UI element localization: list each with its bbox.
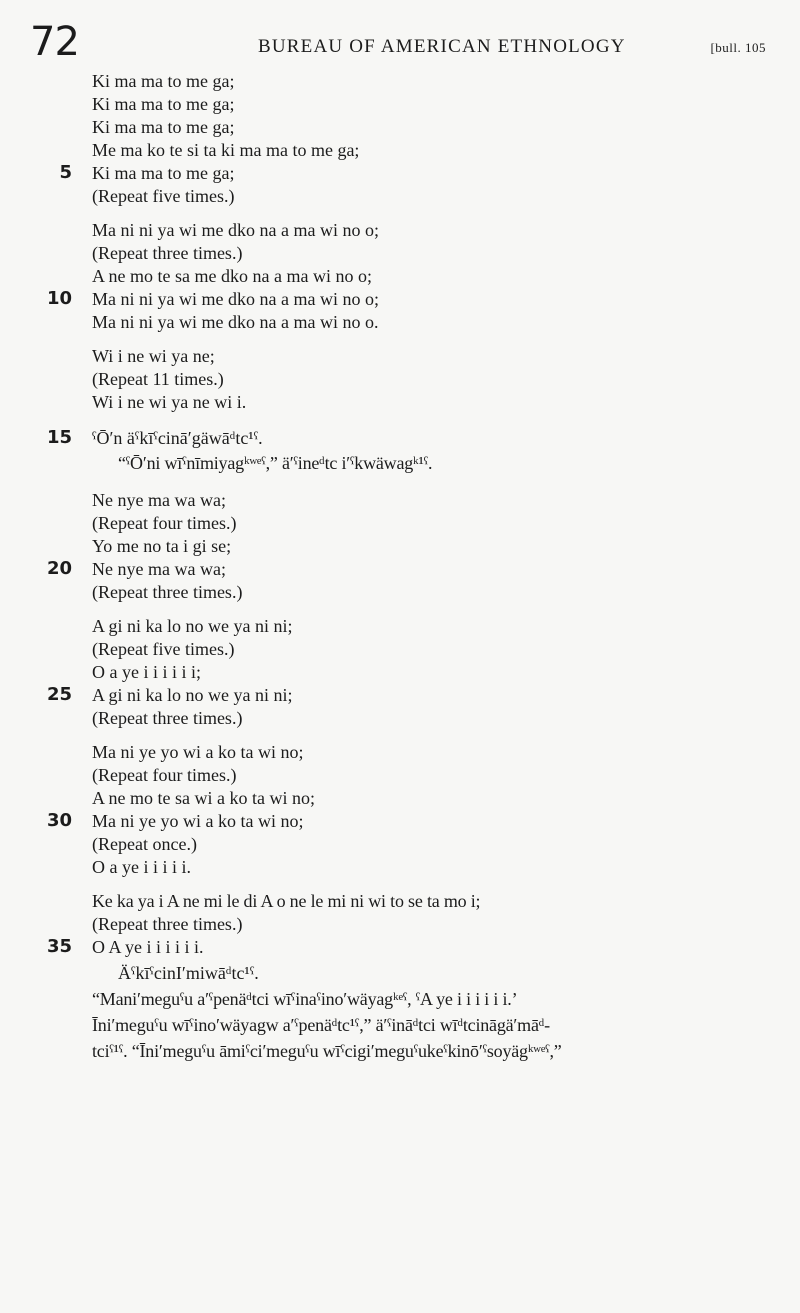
text-line: A ne mo te sa wi a ko ta wi no;: [92, 788, 315, 808]
text-line: “ˁŌ′ni wīˁnīmiyagᵏʷᵉˁ,” ä′ˁineᵈtc i′ˁkwäwagᵏ¹ˁ.: [118, 453, 433, 473]
text-line: (Repeat four times.): [92, 765, 237, 785]
text-line: Ki ma ma to me ga;: [92, 94, 235, 114]
text-line: Īni′meguˁu wīˁino′wäyagw a′ˁpenäᵈtc¹ˁ,” ä′ˁināᵈtci wīᵈtcināgä′māᵈ-: [92, 1015, 550, 1035]
text-line: (Repeat three times.): [92, 914, 243, 934]
text-line: A gi ni ka lo no we ya ni ni;: [92, 616, 293, 636]
text-line: (Repeat three times.): [92, 243, 243, 263]
line-number: 25: [46, 684, 72, 705]
line-number: 5: [59, 162, 72, 183]
text-line: Me ma ko te si ta ki ma ma to me ga;: [92, 140, 360, 160]
text-line: Yo me no ta i gi se;: [92, 536, 232, 556]
text-line: Ki ma ma to me ga;: [92, 117, 235, 137]
text-line: “Mani′meguˁu a′ˁpenäᵈtci wīˁinaˁino′wäyagᵏᵉˁ, ˁA ye i i i i i i.’: [92, 989, 518, 1009]
text-line: ˁŌ′n äˁkīˁcinā′gäwāᵈtc¹ˁ.: [92, 428, 263, 448]
bulletin-reference: [bull. 105: [710, 40, 766, 55]
text-line: (Repeat five times.): [92, 639, 235, 659]
text-line: Ma ni ye yo wi a ko ta wi no;: [92, 742, 304, 762]
text-line: Ma ni ni ya wi me dko na a ma wi no o;: [92, 220, 379, 240]
text-line: A ne mo te sa me dko na a ma wi no o;: [92, 266, 372, 286]
text-line: Ki ma ma to me ga;: [92, 71, 235, 91]
line-number: 35: [46, 936, 72, 957]
text-line: (Repeat 11 times.): [92, 369, 224, 389]
line-number: 10: [46, 288, 72, 309]
text-line: O A ye i i i i i i.: [92, 937, 204, 957]
page-number: 72: [30, 19, 79, 65]
text-line: (Repeat four times.): [92, 513, 237, 533]
text-line: Ki ma ma to me ga;: [92, 163, 235, 183]
line-number: 30: [46, 810, 72, 831]
text-line: Ne nye ma wa wa;: [92, 490, 226, 510]
text-line: Ke ka ya i A ne mi le di A o ne le mi ni wi to se ta mo i;: [92, 891, 481, 911]
text-line: O a ye i i i i i.: [92, 857, 191, 877]
line-number: 15: [46, 427, 72, 448]
text-line: Ma ni ni ya wi me dko na a ma wi no o;: [92, 289, 379, 309]
text-line: (Repeat once.): [92, 834, 197, 854]
text-line: Ma ni ni ya wi me dko na a ma wi no o.: [92, 312, 379, 332]
text-line: Ma ni ye yo wi a ko ta wi no;: [92, 811, 304, 831]
text-line: ÄˁkīˁcinI′miwāᵈtc¹ˁ.: [118, 963, 259, 983]
text-line: Wi i ne wi ya ne;: [92, 346, 215, 366]
text-line: A gi ni ka lo no we ya ni ni;: [92, 685, 293, 705]
text-line: (Repeat five times.): [92, 186, 235, 206]
text-line: Ne nye ma wa wa;: [92, 559, 226, 579]
text-line: tciˁ¹ˁ. “Īni′meguˁu āmiˁci′meguˁu wīˁcigi′meguˁukeˁkinō′ˁsoyägᵏʷᵉˁ,”: [92, 1041, 562, 1061]
text-line: O a ye i i i i i i;: [92, 662, 201, 682]
text-line: (Repeat three times.): [92, 582, 243, 602]
running-title: BUREAU OF AMERICAN ETHNOLOGY: [258, 36, 626, 57]
line-number: 20: [46, 558, 72, 579]
text-line: Wi i ne wi ya ne wi i.: [92, 392, 247, 412]
text-line: (Repeat three times.): [92, 708, 243, 728]
